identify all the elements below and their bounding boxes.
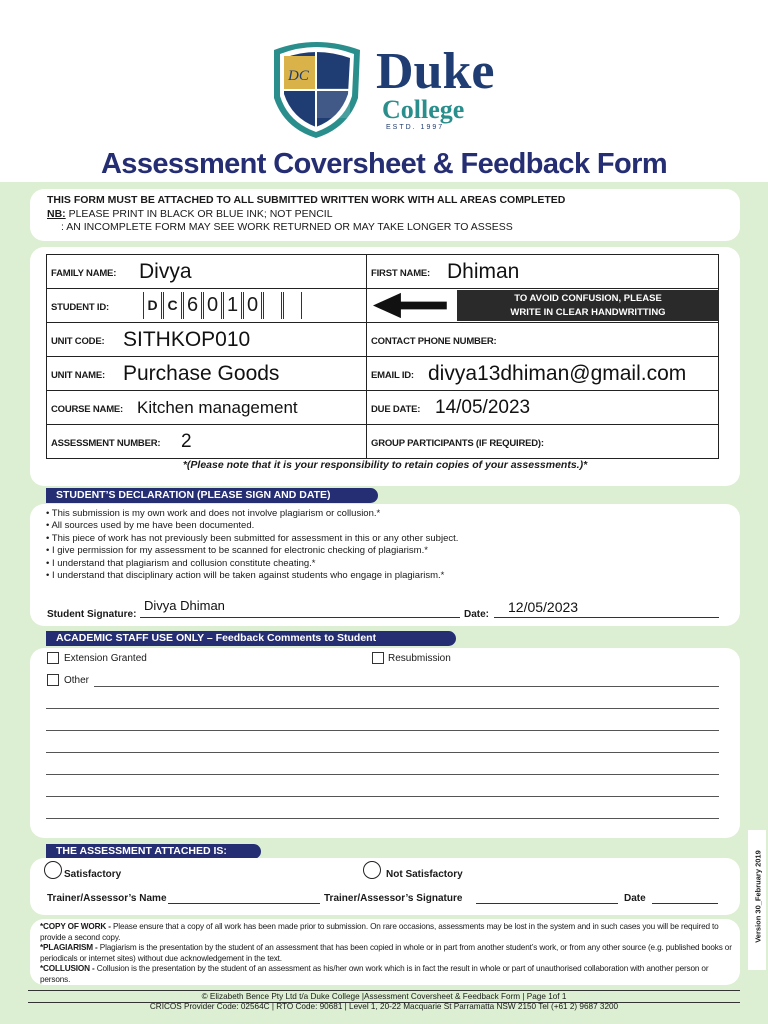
- student-signature-line[interactable]: [140, 598, 460, 618]
- duke-college-logo: [268, 28, 508, 140]
- warning-line-1: TO AVOID CONFUSION, PLEASE: [514, 293, 662, 304]
- feedback-line[interactable]: [46, 708, 719, 709]
- collusion-text: Collusion is the presentation by the student of an assessment as his/her own work which is in fact the result in whole or part of unauthorised collaboration with another person or persons.: [40, 964, 709, 984]
- satisfactory-label: Satisfactory: [64, 869, 122, 880]
- trainer-signature-line[interactable]: [476, 892, 618, 904]
- course-name-cell[interactable]: [47, 391, 367, 425]
- unit-name-cell[interactable]: [47, 357, 367, 391]
- contact-phone-label: CONTACT PHONE NUMBER:: [371, 335, 497, 347]
- email-cell[interactable]: [367, 357, 719, 391]
- plagiarism-note: [40, 943, 740, 964]
- notice-ink-text: PLEASE PRINT IN BLACK OR BLUE INK; NOT PENCIL: [68, 207, 333, 220]
- due-date-cell[interactable]: [367, 391, 719, 425]
- student-id-char: C: [163, 292, 182, 319]
- student-id-char: 0: [203, 292, 222, 319]
- declaration-item: • I give permission for my assessment to be scanned for electronic checking of plagiarism.*: [46, 545, 458, 557]
- first-name-value: Dhiman: [447, 260, 520, 283]
- feedback-line[interactable]: [46, 752, 719, 753]
- declaration-panel: [30, 504, 740, 626]
- email-label: EMAIL ID:: [371, 369, 414, 381]
- satisfactory-radio[interactable]: [44, 861, 62, 879]
- form-title: Assessment Coversheet & Feedback Form: [100, 148, 668, 180]
- trainer-name-line[interactable]: [168, 892, 320, 904]
- staff-feedback-panel: [30, 648, 740, 838]
- resubmission-label: Resubmission: [388, 653, 451, 664]
- brand-estd: ESTD. 1997: [386, 124, 445, 131]
- family-name-label: FAMILY NAME:: [51, 267, 117, 279]
- footer-cricos: CRICOS Provider Code: 02564C | RTO Code: 90681 | Level 1, 20-22 Macquarie St Parramatta NSW 2150 Tel (+61 2) 9687 3200: [149, 1002, 619, 1011]
- retain-copies-note: *(Please note that it is your responsibility to retain copies of your assessments.)*: [182, 459, 588, 471]
- declaration-item: • This submission is my own work and does not involve plagiarism or collusion.*: [46, 508, 458, 520]
- collusion-title: *COLLUSION -: [40, 964, 95, 973]
- assessment-result-tab: THE ASSESSMENT ATTACHED IS:: [46, 844, 261, 859]
- not-satisfactory-label: Not Satisfactory: [386, 869, 463, 880]
- family-name-value: Divya: [139, 260, 192, 283]
- nb-label: NB:: [47, 207, 66, 220]
- brand-name: Duke: [376, 43, 495, 100]
- feedback-line[interactable]: [46, 730, 719, 731]
- trainer-signature-label: Trainer/Assessor’s Signature: [324, 893, 463, 904]
- first-name-cell[interactable]: [367, 255, 719, 289]
- crest-monogram: DC: [288, 68, 309, 84]
- other-label: Other: [64, 675, 90, 686]
- declaration-item: • I understand that disciplinary action will be taken against students who engage in plagiarism.*: [46, 570, 458, 582]
- definitions-panel: [30, 919, 740, 985]
- student-id-label: STUDENT ID:: [51, 301, 109, 313]
- student-id-char: 1: [223, 292, 242, 319]
- assessment-number-value: 2: [181, 431, 192, 452]
- due-date-value: 14/05/2023: [435, 397, 531, 418]
- notice-panel: [30, 189, 740, 241]
- assessment-number-cell[interactable]: [47, 425, 367, 459]
- family-name-cell[interactable]: [47, 255, 367, 289]
- declaration-item: • This piece of work has not previously been submitted for assessment in this or any other subject.: [46, 533, 458, 545]
- declaration-list: [46, 508, 458, 582]
- version-text: Version 30_February 2019: [753, 850, 763, 943]
- warning-line-2: WRITE IN CLEAR HANDWRITTING: [510, 307, 666, 318]
- extension-granted-label: Extension Granted: [64, 653, 147, 664]
- contact-phone-cell[interactable]: [367, 323, 719, 357]
- copy-of-work-title: *COPY OF WORK -: [40, 922, 111, 931]
- notice-line-3: : AN INCOMPLETE FORM MAY SEE WORK RETURNED OR MAY TAKE LONGER TO ASSESS: [61, 221, 513, 233]
- course-name-value: Kitchen management: [137, 398, 298, 417]
- unit-code-value: SITHKOP010: [123, 328, 251, 351]
- student-id-char: 0: [243, 292, 262, 319]
- declaration-tab: STUDENT’S DECLARATION (PLEASE SIGN AND DATE): [46, 488, 378, 503]
- student-id-char: 6: [183, 292, 202, 319]
- staff-tab: ACADEMIC STAFF USE ONLY – Feedback Comments to Student: [46, 631, 456, 646]
- collusion-note: [40, 964, 740, 985]
- handwriting-warning: [457, 290, 719, 321]
- notice-line-1: THIS FORM MUST BE ATTACHED TO ALL SUBMITTED WRITTEN WORK WITH ALL AREAS COMPLETED: [47, 194, 566, 206]
- declaration-date-label: Date:: [464, 609, 490, 620]
- trainer-date-label: Date: [624, 893, 646, 904]
- student-signature-label: Student Signature:: [47, 609, 137, 620]
- trainer-name-label: Trainer/Assessor’s Name: [47, 893, 167, 904]
- other-line[interactable]: [94, 686, 719, 687]
- unit-name-label: UNIT NAME:: [51, 369, 105, 381]
- other-checkbox[interactable]: [47, 674, 59, 686]
- feedback-line[interactable]: [46, 818, 719, 819]
- course-name-label: COURSE NAME:: [51, 403, 124, 415]
- student-id-cell[interactable]: [47, 289, 367, 323]
- plagiarism-title: *PLAGIARISM -: [40, 943, 98, 952]
- version-stamp: [748, 830, 766, 970]
- copy-of-work-text: Please ensure that a copy of all work has been made prior to submission. On rare occasions, assessments may be lost in the system and in such cases you will be required to provide a second copy.: [40, 922, 719, 942]
- group-participants-cell[interactable]: [367, 425, 719, 459]
- declaration-item: • All sources used by me have been documented.: [46, 520, 458, 532]
- unit-name-value: Purchase Goods: [123, 362, 280, 385]
- unit-code-cell[interactable]: [47, 323, 367, 357]
- brand-sub: College: [382, 95, 465, 124]
- not-satisfactory-radio[interactable]: [363, 861, 381, 879]
- assessment-result-panel: [30, 858, 740, 915]
- student-id-char: D: [143, 292, 162, 319]
- handwriting-warning-cell: [367, 289, 719, 323]
- feedback-line[interactable]: [46, 796, 719, 797]
- student-details-table: [46, 254, 719, 459]
- notice-line-2: [47, 208, 740, 222]
- assessment-number-label: ASSESSMENT NUMBER:: [51, 437, 161, 449]
- student-details-panel: [30, 247, 740, 486]
- footer-copyright: © Elizabeth Bence Pty Ltd t/a Duke College |Assessment Coversheet & Feedback Form | Page 1of 1: [201, 992, 567, 1001]
- feedback-line[interactable]: [46, 774, 719, 775]
- group-participants-label: GROUP PARTICIPANTS (IF REQUIRED):: [371, 437, 544, 449]
- plagiarism-text: Plagiarism is the presentation by the student of an assessment that has been copied in whole or in part from another student’s work, or from any other source (e.g. published books or periodicals or internet sites) without due acknowledgement in the text.: [40, 943, 732, 963]
- trainer-date-line[interactable]: [652, 892, 718, 904]
- unit-code-label: UNIT CODE:: [51, 335, 105, 347]
- footer-divider: [28, 990, 740, 991]
- first-name-label: FIRST NAME:: [371, 267, 431, 279]
- declaration-item: • I understand that plagiarism and collusion constitute cheating.*: [46, 558, 458, 570]
- copy-of-work-note: [40, 922, 740, 943]
- extension-granted-checkbox[interactable]: [47, 652, 59, 664]
- resubmission-checkbox[interactable]: [372, 652, 384, 664]
- student-signature-value: Divya Dhiman: [144, 598, 225, 613]
- footer-divider: [28, 1002, 740, 1003]
- declaration-date-line[interactable]: [494, 599, 719, 618]
- due-date-label: DUE DATE:: [371, 403, 421, 415]
- declaration-date-value: 12/05/2023: [508, 599, 579, 615]
- student-id-char: [263, 292, 282, 319]
- email-value: divya13dhiman@gmail.com: [428, 362, 687, 385]
- student-id-char: [283, 292, 302, 319]
